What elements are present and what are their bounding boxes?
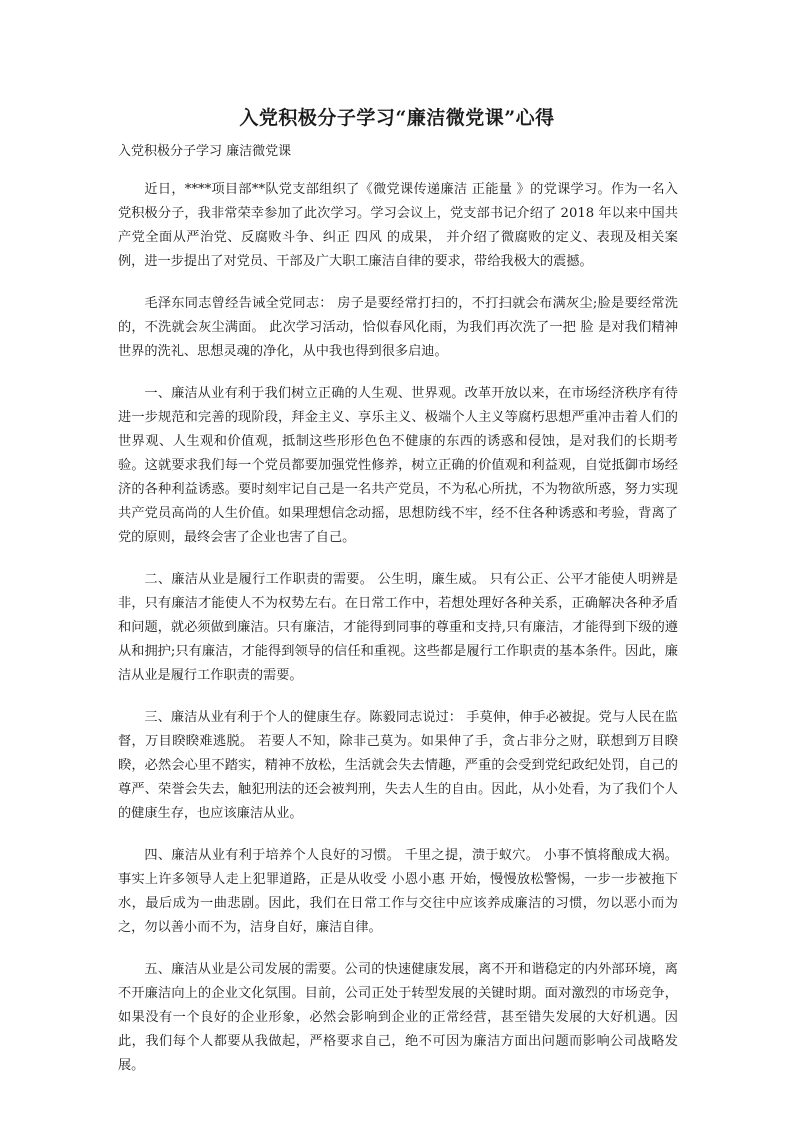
paragraph-point-2: 二、廉洁从业是履行工作职责的需要。 公生明，廉生威。 只有公正、公平才能使人明辨是非，只有廉洁才能使人不为权势左右。在日常工作中，若想处理好各种关系，正确解决各种矛盾和问题，就必须做到廉洁。只有廉洁，才能得到同事的尊重和支持,只有廉洁，才能得到下级的遵从和拥护;只有廉洁，才能得到领导的信任和重视。这些都是履行工作职责的基本条件。因此，廉洁从业是履行工作职责的需要。 (118, 572, 678, 683)
document-subtitle: 入党积极分子学习 廉洁微党课 (118, 144, 292, 159)
paragraph-point-5: 五、廉洁从业是公司发展的需要。公司的快速健康发展，离不开和谐稳定的内外部环境，离不开廉洁向上的企业文化氛围。目前，公司正处于转型发展的关键时期。面对激烈的市场竞争，如果没有一个良好的企业形象，必然会影响到企业的正常经营，甚至错失发展的大好机遇。因此，我们每个人都要从我做起，严格要求自己，绝不可因为廉洁方面出问题而影响公司战略发展。 (118, 962, 678, 1073)
paragraph-point-3: 三、廉洁从业有利于个人的健康生存。陈毅同志说过： 手莫伸，伸手必被捉。党与人民在监督，万目睽睽难逃脱。 若要人不知，除非己莫为。如果伸了手，贪占非分之财，联想到万目睽睽，必然会心里不踏实，精神不放松，生活就会失去情趣，严重的会受到党纪政纪处罚，自己的尊严、荣誉会失去，触犯刑法的还会被判刑，失去人生的自由。因此，从小处看，为了我们个人的健康生存，也应该廉洁从业。 (118, 710, 678, 821)
document-body (118, 178, 678, 1096)
paragraph-point-4: 四、廉洁从业有利于培养个人良好的习惯。 千里之提，溃于蚁穴。 小事不慎将酿成大祸。事实上许多领导人走上犯罪道路，正是从收受 小恩小惠 开始，慢慢放松警惕，一步一步被拖下水，最后成为一曲悲剧。因此，我们在日常工作与交往中应该养成廉洁的习惯，勿以恶小而为之，勿以善小而不为，洁身自好，廉洁自律。 (118, 848, 678, 935)
document-title: 入党积极分子学习“廉洁微党课”心得 (239, 107, 555, 129)
paragraph-intro: 近日，****项目部**队党支部组织了《微党课传递廉洁 正能量 》的党课学习。作为一名入党积极分子，我非常荣幸参加了此次学习。学习会议上，党支部书记介绍了 2018 年以来中国共产党全面从严治党、反腐败斗争、纠正 四风 的成果， 并介绍了微腐败的定义、表现及相关案例，进一步提出了对党员、干部及广大职工廉洁自律的要求，带给我极大的震撼。 (118, 182, 678, 269)
paragraph-quote: 毛泽东同志曾经告诫全党同志： 房子是要经常打扫的，不打扫就会布满灰尘;脸是要经常洗的，不洗就会灰尘满面。 此次学习活动，恰似春风化雨，为我们再次洗了一把 脸 是对我们精神世界的洗礼、思想灵魂的净化，从中我也得到很多启迪。 (118, 296, 678, 359)
paragraph-point-1: 一、廉洁从业有利于我们树立正确的人生观、世界观。改革开放以来，在市场经济秩序有待进一步规范和完善的现阶段，拜金主义、享乐主义、极端个人主义等腐朽思想严重冲击着人们的世界观、人生观和价值观，抵制这些形形色色不健康的东西的诱惑和侵蚀，是对我们的长期考验。这就要求我们每一个党员都要加强党性修养，树立正确的价值观和利益观，自觉抵御市场经济的各种利益诱惑。要时刻牢记自己是一名共产党员，不为私心所扰，不为物欲所惑，努力实现共产党员高尚的人生价值。如果理想信念动摇，思想防线不牢，经不住各种诱惑和考验，背离了党的原则，最终会害了企业也害了自己。 (118, 386, 678, 545)
